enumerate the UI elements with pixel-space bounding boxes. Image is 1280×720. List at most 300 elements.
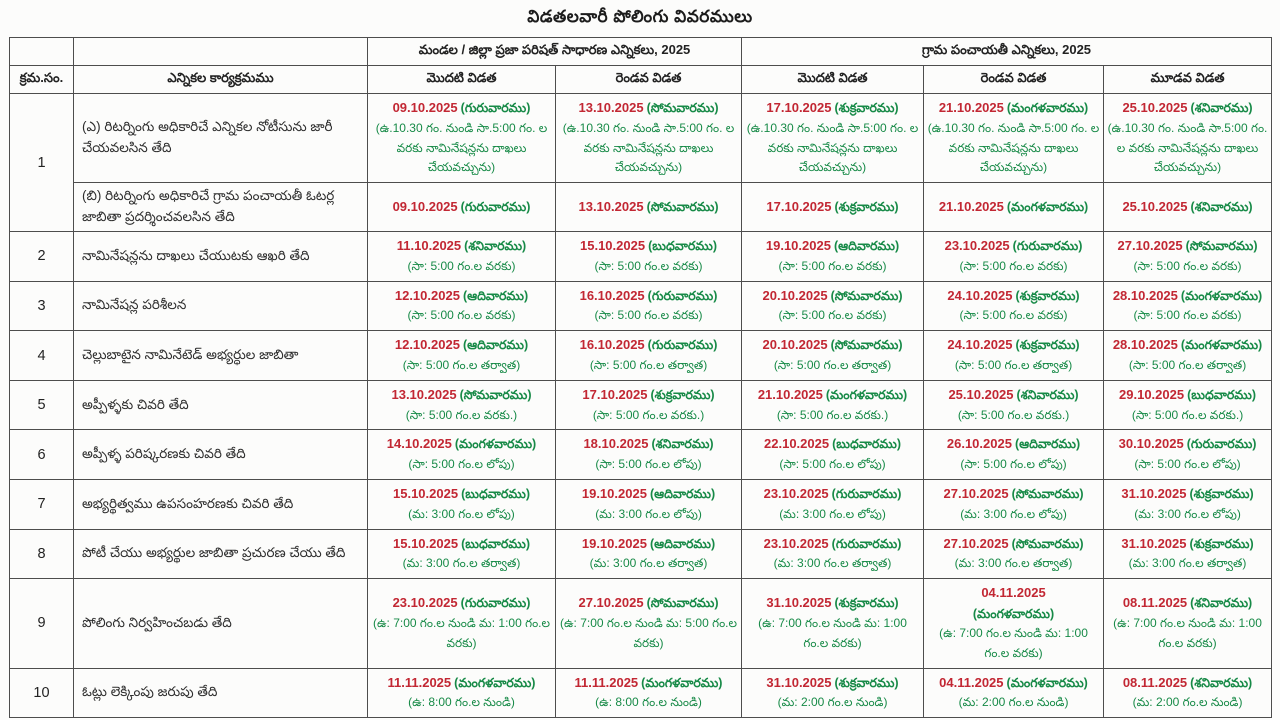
serial-number-cell: 8 bbox=[10, 529, 74, 579]
phase-date-cell bbox=[924, 94, 1104, 183]
date-line bbox=[559, 286, 738, 307]
time-note: (సా: 5:00 గం.ల లోపు) bbox=[960, 457, 1067, 472]
polling-schedule-table bbox=[9, 37, 1272, 718]
serial-number-cell: 4 bbox=[10, 331, 74, 381]
header-phase-row bbox=[10, 66, 1272, 94]
weekday-value: (ఆదివారము) bbox=[649, 536, 716, 551]
date-value: 31.10.2025 bbox=[1121, 486, 1187, 501]
phase-date-cell bbox=[368, 183, 556, 232]
date-line bbox=[1107, 434, 1268, 455]
date-value: 11.11.2025 bbox=[387, 674, 452, 690]
program-cell: పోటీ చేయు అభ్యర్థుల జాబితా ప్రచురణ చేయు తేది bbox=[74, 529, 368, 579]
time-note: (ఉ.10.30 గం. నుండి సా.5:00 గం. ల వరకు నామినేషన్లను దాఖలు చేయవచ్చును) bbox=[927, 120, 1100, 175]
weekday-value: (సోమవారము) bbox=[646, 101, 719, 115]
date-value: 14.10.2025 bbox=[386, 436, 452, 452]
header-phase-4: రెండవ విడత bbox=[924, 66, 1104, 94]
date-line bbox=[371, 286, 552, 307]
phase-date-cell bbox=[924, 430, 1104, 480]
phase-date-cell bbox=[556, 331, 742, 381]
date-line bbox=[927, 534, 1100, 555]
program-cell: నామినేషన్ల పరిశీలన bbox=[74, 281, 368, 331]
program-cell: (బి) రిటర్నింగు అధికారిచే గ్రామ పంచాయతీ ఓటర్ల జాబితా ప్రదర్శించవలసిన తేది bbox=[74, 183, 368, 232]
weekday-value: (బుధవారము) bbox=[648, 239, 717, 254]
date-value: 19.10.2025 bbox=[581, 535, 647, 551]
date-value: 25.10.2025 bbox=[1122, 100, 1188, 115]
phase-date-cell bbox=[556, 529, 742, 579]
phase-date-cell bbox=[1104, 480, 1272, 530]
date-value: 24.10.2025 bbox=[947, 337, 1013, 353]
date-value: 23.10.2025 bbox=[392, 595, 458, 611]
weekday-value: (మంగళవారము) bbox=[1006, 199, 1089, 214]
phase-date-cell bbox=[924, 183, 1104, 232]
weekday-value: (గురువారము) bbox=[460, 199, 531, 214]
serial-number-cell: 7 bbox=[10, 480, 74, 530]
phase-date-cell bbox=[924, 232, 1104, 282]
phase-date-cell bbox=[924, 281, 1104, 331]
date-value: 11.11.2025 bbox=[574, 674, 639, 690]
date-line bbox=[1107, 236, 1268, 257]
date-value: 30.10.2025 bbox=[1118, 436, 1184, 452]
weekday-value: (సోమవారము) bbox=[1011, 536, 1084, 551]
phase-date-cell bbox=[368, 579, 556, 668]
phase-date-cell bbox=[1104, 668, 1272, 718]
date-line bbox=[745, 335, 920, 356]
program-cell: అభ్యర్థిత్వము ఉపసంహరణకు చివరి తేది bbox=[74, 480, 368, 530]
date-line bbox=[1107, 484, 1268, 505]
date-value: 23.10.2025 bbox=[944, 238, 1010, 254]
date-value: 12.10.2025 bbox=[394, 287, 460, 303]
date-line bbox=[1107, 385, 1268, 406]
table-row bbox=[10, 579, 1272, 668]
time-note: (సా: 5:00 గం.ల లోపు) bbox=[1134, 457, 1241, 472]
weekday-value: (మంగళవారము) bbox=[1006, 675, 1088, 690]
time-note: (సా: 5:00 గం.ల లోపు) bbox=[779, 457, 886, 472]
phase-date-cell bbox=[1104, 529, 1272, 579]
weekday-value: (సోమవారము) bbox=[830, 338, 903, 353]
date-value: 27.10.2025 bbox=[943, 486, 1009, 501]
time-note: (సా: 5:00 గం.ల వరకు) bbox=[1133, 308, 1242, 323]
phase-date-cell bbox=[1104, 183, 1272, 232]
weekday-value: (సోమవారము) bbox=[830, 288, 903, 303]
table-row bbox=[10, 430, 1272, 480]
weekday-value: (మంగళవారము) bbox=[641, 675, 723, 690]
phase-date-cell bbox=[556, 380, 742, 430]
phase-date-cell bbox=[924, 480, 1104, 530]
phase-date-cell bbox=[1104, 331, 1272, 381]
date-line bbox=[559, 98, 738, 119]
header-phase-1: మొదటి విడత bbox=[368, 66, 556, 94]
header-serial: క్రమ.సం. bbox=[10, 66, 74, 94]
header-phase-2: రెండవ విడత bbox=[556, 66, 742, 94]
date-line bbox=[1107, 593, 1268, 614]
date-value: 25.10.2025 bbox=[1122, 198, 1188, 214]
program-cell: (ఎ) రిటర్నింగు అధికారిచే ఎన్నికల నోటీసును జారీ చేయవలసిన తేది bbox=[74, 94, 368, 183]
time-note: (సా: 5:00 గం.ల వరకు.) bbox=[1131, 407, 1244, 422]
date-line bbox=[559, 484, 738, 505]
date-line bbox=[371, 434, 552, 455]
weekday-value: (గురువారము) bbox=[647, 288, 718, 303]
time-note: (సా: 5:00 గం.ల వరకు) bbox=[594, 308, 703, 323]
weekday-value: (శుక్రవారము) bbox=[650, 387, 715, 402]
time-note: (మ: 3:00 గం.ల తర్వాత) bbox=[773, 556, 892, 571]
date-value: 15.10.2025 bbox=[393, 486, 459, 501]
date-line bbox=[927, 236, 1100, 257]
date-line bbox=[927, 286, 1100, 307]
phase-date-cell bbox=[742, 183, 924, 232]
weekday-value: (శుక్రవారము) bbox=[834, 596, 899, 611]
program-cell: అప్పీళ్ళకు చివరి తేది bbox=[74, 380, 368, 430]
date-value: 29.10.2025 bbox=[1119, 386, 1185, 402]
phase-date-cell bbox=[1104, 232, 1272, 282]
program-cell: చెల్లుబాటైన నామినేటెడ్ అభ్యర్ధుల జాబితా bbox=[74, 331, 368, 381]
time-note: (సా: 5:00 గం.ల తర్వాత) bbox=[773, 358, 892, 373]
time-note: (మ: 3:00 గం.ల లోపు) bbox=[1134, 506, 1241, 521]
table-row bbox=[10, 529, 1272, 579]
date-line bbox=[927, 434, 1100, 455]
weekday-value: (ఆదివారము) bbox=[462, 288, 529, 303]
phase-date-cell bbox=[1104, 380, 1272, 430]
header-blank-serial bbox=[10, 38, 74, 66]
date-line bbox=[371, 236, 552, 257]
serial-number-cell: 6 bbox=[10, 430, 74, 480]
weekday-value: (గురువారము) bbox=[831, 487, 902, 501]
date-value: 09.10.2025 bbox=[392, 198, 458, 214]
weekday-value: (శనివారము) bbox=[1190, 596, 1253, 611]
weekday-value: (శనివారము) bbox=[1190, 675, 1253, 690]
time-note: (సా: 5:00 గం.ల వరకు) bbox=[778, 308, 887, 323]
weekday-value: (శుక్రవారము) bbox=[834, 101, 899, 115]
page-title: విడతలవారీ పోలింగు వివరములు bbox=[527, 7, 753, 26]
date-value: 13.10.2025 bbox=[391, 386, 457, 402]
date-line bbox=[559, 434, 738, 455]
time-note: (సా: 5:00 గం.ల వరకు.) bbox=[776, 407, 889, 422]
date-value: 16.10.2025 bbox=[579, 337, 645, 353]
time-note: (సా: 5:00 గం.ల వరకు) bbox=[959, 258, 1068, 273]
time-note: (మ: 3:00 గం.ల లోపు) bbox=[408, 506, 515, 521]
date-value: 21.10.2025 bbox=[757, 386, 823, 402]
date-value: 04.11.2025 bbox=[939, 674, 1004, 690]
date-value: 31.10.2025 bbox=[1121, 535, 1187, 551]
table-row bbox=[10, 94, 1272, 183]
date-value: 22.10.2025 bbox=[764, 436, 830, 452]
time-note: (మ: 2:00 గం.ల నుండి) bbox=[958, 695, 1069, 710]
phase-date-cell bbox=[368, 430, 556, 480]
phase-date-cell bbox=[742, 331, 924, 381]
serial-number-cell: 9 bbox=[10, 579, 74, 668]
table-row bbox=[10, 281, 1272, 331]
time-note: (మ: 3:00 గం.ల తర్వాత) bbox=[589, 556, 708, 571]
weekday-value: (మంగళవారము) bbox=[454, 437, 537, 452]
date-value: 18.10.2025 bbox=[583, 436, 649, 452]
time-note: (సా: 5:00 గం.ల వరకు.) bbox=[957, 407, 1070, 422]
time-note: (సా: 5:00 గం.ల తర్వాత) bbox=[1128, 358, 1247, 373]
phase-date-cell bbox=[924, 668, 1104, 718]
weekday-value: (శనివారము) bbox=[1190, 101, 1253, 115]
phase-date-cell bbox=[368, 331, 556, 381]
time-note: (ఉ: 7:00 గం.ల నుండి మ: 1:00 గం.ల వరకు) bbox=[372, 615, 551, 650]
phase-date-cell bbox=[742, 529, 924, 579]
date-value: 13.10.2025 bbox=[578, 100, 644, 115]
phase-date-cell bbox=[556, 94, 742, 183]
phase-date-cell bbox=[556, 579, 742, 668]
phase-date-cell bbox=[368, 232, 556, 282]
time-note: (ఉ: 7:00 గం.ల నుండి మ: 1:00 గం.ల వరకు) bbox=[939, 625, 1088, 660]
time-note: (ఉ: 7:00 గం.ల నుండి మ: 5:00 గం.ల వరకు) bbox=[559, 615, 738, 650]
phase-date-cell bbox=[742, 380, 924, 430]
date-line bbox=[1107, 286, 1268, 307]
date-value: 17.10.2025 bbox=[582, 386, 648, 402]
header-group-gram: గ్రామ పంచాయతీ ఎన్నికలు, 2025 bbox=[742, 38, 1272, 66]
date-line bbox=[745, 484, 920, 505]
time-note: (ఉ: 7:00 గం.ల నుండి మ: 1:00 గం.ల వరకు) bbox=[758, 615, 907, 650]
date-value: 31.10.2025 bbox=[766, 595, 832, 611]
phase-date-cell bbox=[742, 668, 924, 718]
date-value: 20.10.2025 bbox=[762, 337, 828, 353]
date-line bbox=[559, 385, 738, 406]
date-value: 23.10.2025 bbox=[763, 486, 829, 501]
weekday-value: (బుధవారము) bbox=[461, 487, 530, 501]
date-value: 17.10.2025 bbox=[766, 198, 832, 214]
table-header bbox=[10, 38, 1272, 94]
phase-date-cell bbox=[924, 380, 1104, 430]
date-value: 28.10.2025 bbox=[1112, 337, 1178, 353]
phase-date-cell bbox=[742, 579, 924, 668]
date-line bbox=[745, 593, 920, 614]
date-line bbox=[1107, 335, 1268, 356]
date-value: 08.11.2025 bbox=[1122, 674, 1188, 690]
date-value: 09.10.2025 bbox=[392, 100, 458, 115]
date-value: 25.10.2025 bbox=[948, 386, 1014, 402]
table-row bbox=[10, 668, 1272, 718]
weekday-value: (శనివారము) bbox=[464, 239, 527, 254]
phase-date-cell bbox=[368, 529, 556, 579]
date-line bbox=[927, 583, 1100, 624]
serial-number-cell: 5 bbox=[10, 380, 74, 430]
date-value: 21.10.2025 bbox=[938, 100, 1004, 115]
date-line bbox=[745, 534, 920, 555]
weekday-value: (మంగళవారము) bbox=[972, 606, 1055, 621]
time-note: (సా: 5:00 గం.ల వరకు) bbox=[407, 258, 516, 273]
date-value: 19.10.2025 bbox=[581, 486, 647, 501]
weekday-value: (గురువారము) bbox=[460, 101, 531, 115]
date-line bbox=[559, 673, 738, 694]
date-line bbox=[559, 534, 738, 555]
phase-date-cell bbox=[368, 480, 556, 530]
date-value: 20.10.2025 bbox=[762, 287, 828, 303]
date-value: 11.10.2025 bbox=[396, 238, 462, 254]
table-row bbox=[10, 380, 1272, 430]
schedule-table-body bbox=[10, 94, 1272, 718]
time-note: (సా: 5:00 గం.ల వరకు.) bbox=[405, 407, 518, 422]
phase-date-cell bbox=[1104, 430, 1272, 480]
date-line bbox=[1107, 197, 1268, 218]
table-row bbox=[10, 232, 1272, 282]
date-line bbox=[371, 98, 552, 119]
date-value: 17.10.2025 bbox=[766, 100, 832, 115]
date-line bbox=[745, 286, 920, 307]
date-value: 21.10.2025 bbox=[938, 198, 1004, 214]
date-value: 23.10.2025 bbox=[763, 535, 829, 551]
date-value: 08.11.2025 bbox=[1122, 595, 1188, 611]
time-note: (సా: 5:00 గం.ల తర్వాత) bbox=[589, 358, 708, 373]
date-value: 27.10.2025 bbox=[578, 595, 644, 611]
weekday-value: (మంగళవారము) bbox=[1180, 288, 1263, 303]
serial-number-cell: 1 bbox=[10, 94, 74, 232]
weekday-value: (శుక్రవారము) bbox=[1015, 288, 1080, 303]
date-value: 15.10.2025 bbox=[580, 238, 646, 254]
date-line bbox=[745, 98, 920, 119]
time-note: (సా: 5:00 గం.ల వరకు) bbox=[959, 308, 1068, 323]
weekday-value: (మంగళవారము) bbox=[1180, 338, 1263, 353]
weekday-value: (శనివారము) bbox=[1016, 387, 1079, 402]
phase-date-cell bbox=[1104, 94, 1272, 183]
phase-date-cell bbox=[556, 281, 742, 331]
date-line bbox=[927, 98, 1100, 119]
date-line bbox=[371, 197, 552, 218]
time-note: (ఉ.10.30 గం. నుండి సా.5:00 గం. ల వరకు నామినేషన్లను దాఖలు చేయవచ్చును) bbox=[746, 120, 919, 175]
phase-date-cell bbox=[1104, 281, 1272, 331]
time-note: (మ: 3:00 గం.ల లోపు) bbox=[779, 506, 886, 521]
weekday-value: (సోమవారము) bbox=[646, 199, 719, 214]
time-note: (మ: 2:00 గం.ల నుండి) bbox=[1132, 695, 1243, 710]
serial-number-cell: 10 bbox=[10, 668, 74, 718]
time-note: (ఉ.10.30 గం. నుండి సా.5:00 గం. ల వరకు నామినేషన్లను దాఖలు చేయవచ్చును) bbox=[1107, 120, 1268, 175]
header-program: ఎన్నికల కార్యక్రమము bbox=[74, 66, 368, 94]
weekday-value: (శుక్రవారము) bbox=[1189, 536, 1254, 551]
weekday-value: (శనివారము) bbox=[651, 437, 714, 452]
date-line bbox=[559, 335, 738, 356]
header-blank-program bbox=[74, 38, 368, 66]
time-note: (ఉ: 8:00 గం.ల నుండి) bbox=[408, 695, 515, 710]
date-line bbox=[371, 484, 552, 505]
time-note: (మ: 3:00 గం.ల లోపు) bbox=[960, 506, 1067, 521]
weekday-value: (శనివారము) bbox=[1190, 199, 1253, 214]
time-note: (సా: 5:00 గం.ల వరకు) bbox=[1133, 258, 1242, 273]
date-line bbox=[371, 593, 552, 614]
weekday-value: (సోమవారము) bbox=[646, 596, 719, 611]
phase-date-cell bbox=[924, 579, 1104, 668]
phase-date-cell bbox=[556, 480, 742, 530]
date-line bbox=[1107, 673, 1268, 694]
weekday-value: (ఆదివారము) bbox=[833, 239, 900, 254]
table-row bbox=[10, 183, 1272, 232]
phase-date-cell bbox=[556, 430, 742, 480]
date-line bbox=[371, 534, 552, 555]
weekday-value: (ఆదివారము) bbox=[462, 338, 529, 353]
weekday-value: (గురువారము) bbox=[1186, 437, 1257, 452]
time-note: (సా: 5:00 గం.ల తర్వాత) bbox=[954, 358, 1073, 373]
date-line bbox=[927, 673, 1100, 694]
phase-date-cell bbox=[368, 281, 556, 331]
weekday-value: (గురువారము) bbox=[460, 596, 531, 611]
date-line bbox=[371, 385, 552, 406]
phase-date-cell bbox=[742, 281, 924, 331]
time-note: (సా: 5:00 గం.ల తర్వాత) bbox=[402, 358, 521, 373]
time-note: (సా: 5:00 గం.ల వరకు.) bbox=[592, 407, 705, 422]
phase-date-cell bbox=[924, 331, 1104, 381]
program-cell: ఓట్లు లెక్కింపు జరుపు తేది bbox=[74, 668, 368, 718]
weekday-value: (సోమవారము) bbox=[1011, 487, 1084, 501]
date-line bbox=[1107, 98, 1268, 119]
date-line bbox=[745, 673, 920, 694]
phase-date-cell bbox=[368, 94, 556, 183]
time-note: (ఉ.10.30 గం. నుండి సా.5:00 గం. ల వరకు నామినేషన్లను దాఖలు చేయవచ్చును) bbox=[375, 120, 548, 175]
weekday-value: (గురువారము) bbox=[647, 338, 718, 353]
date-line bbox=[927, 335, 1100, 356]
weekday-value: (శుక్రవారము) bbox=[1189, 487, 1254, 501]
time-note: (సా: 5:00 గం.ల లోపు) bbox=[408, 457, 515, 472]
time-note: (సా: 5:00 గం.ల వరకు) bbox=[407, 308, 516, 323]
time-note: (మ: 3:00 గం.ల లోపు) bbox=[595, 506, 702, 521]
time-note: (ఉ: 7:00 గం.ల నుండి మ: 1:00 గం.ల వరకు) bbox=[1113, 615, 1262, 650]
weekday-value: (ఆదివారము) bbox=[1014, 437, 1081, 452]
weekday-value: (బుధవారము) bbox=[832, 437, 902, 452]
date-line bbox=[927, 197, 1100, 218]
date-line bbox=[559, 197, 738, 218]
serial-number-cell: 3 bbox=[10, 281, 74, 331]
phase-date-cell bbox=[742, 480, 924, 530]
weekday-value: (మంగళవారము) bbox=[825, 387, 908, 402]
time-note: (మ: 3:00 గం.ల తర్వాత) bbox=[954, 556, 1073, 571]
date-value: 19.10.2025 bbox=[765, 238, 831, 254]
time-note: (ఉ.10.30 గం. నుండి సా.5:00 గం. ల వరకు నామినేషన్లను దాఖలు చేయవచ్చును) bbox=[562, 120, 735, 175]
weekday-value: (శుక్రవారము) bbox=[834, 199, 899, 214]
header-group-row bbox=[10, 38, 1272, 66]
date-line bbox=[559, 236, 738, 257]
date-value: 31.10.2025 bbox=[766, 674, 832, 690]
phase-date-cell bbox=[742, 94, 924, 183]
date-line bbox=[559, 593, 738, 614]
weekday-value: (బుధవారము) bbox=[461, 536, 530, 551]
time-note: (సా: 5:00 గం.ల లోపు) bbox=[595, 457, 702, 472]
time-note: (మ: 2:00 గం.ల నుండి) bbox=[777, 695, 888, 710]
program-cell: నామినేషన్లను దాఖలు చేయుటకు ఆఖరి తేది bbox=[74, 232, 368, 282]
phase-date-cell bbox=[1104, 579, 1272, 668]
date-line bbox=[371, 335, 552, 356]
date-line bbox=[745, 434, 920, 455]
phase-date-cell bbox=[742, 430, 924, 480]
date-line bbox=[745, 197, 920, 218]
weekday-value: (మంగళవారము) bbox=[454, 675, 536, 690]
phase-date-cell bbox=[556, 232, 742, 282]
time-note: (సా: 5:00 గం.ల వరకు) bbox=[778, 258, 887, 273]
phase-date-cell bbox=[556, 183, 742, 232]
program-cell: పోలింగు నిర్వహించబడు తేది bbox=[74, 579, 368, 668]
time-note: (మ: 3:00 గం.ల తర్వాత) bbox=[1128, 556, 1247, 571]
phase-date-cell bbox=[556, 668, 742, 718]
date-value: 27.10.2025 bbox=[1117, 238, 1183, 254]
date-value: 24.10.2025 bbox=[947, 287, 1013, 303]
phase-date-cell bbox=[924, 529, 1104, 579]
date-value: 27.10.2025 bbox=[943, 535, 1009, 551]
header-phase-3: మొదటి విడత bbox=[742, 66, 924, 94]
weekday-value: (గురువారము) bbox=[831, 536, 902, 551]
date-line bbox=[745, 236, 920, 257]
date-line bbox=[371, 673, 552, 694]
phase-date-cell bbox=[368, 668, 556, 718]
date-line bbox=[1107, 534, 1268, 555]
weekday-value: (బుధవారము) bbox=[1187, 387, 1257, 402]
header-phase-5: మూడవ విడత bbox=[1104, 66, 1272, 94]
program-cell: అప్పీళ్ళ పరిష్కరణకు చివరి తేది bbox=[74, 430, 368, 480]
serial-number-cell: 2 bbox=[10, 232, 74, 282]
date-value: 16.10.2025 bbox=[579, 287, 645, 303]
weekday-value: (మంగళవారము) bbox=[1006, 101, 1089, 115]
weekday-value: (సోమవారము) bbox=[1185, 239, 1258, 254]
weekday-value: (గురువారము) bbox=[1012, 239, 1083, 254]
date-value: 15.10.2025 bbox=[393, 535, 459, 551]
date-line bbox=[927, 484, 1100, 505]
